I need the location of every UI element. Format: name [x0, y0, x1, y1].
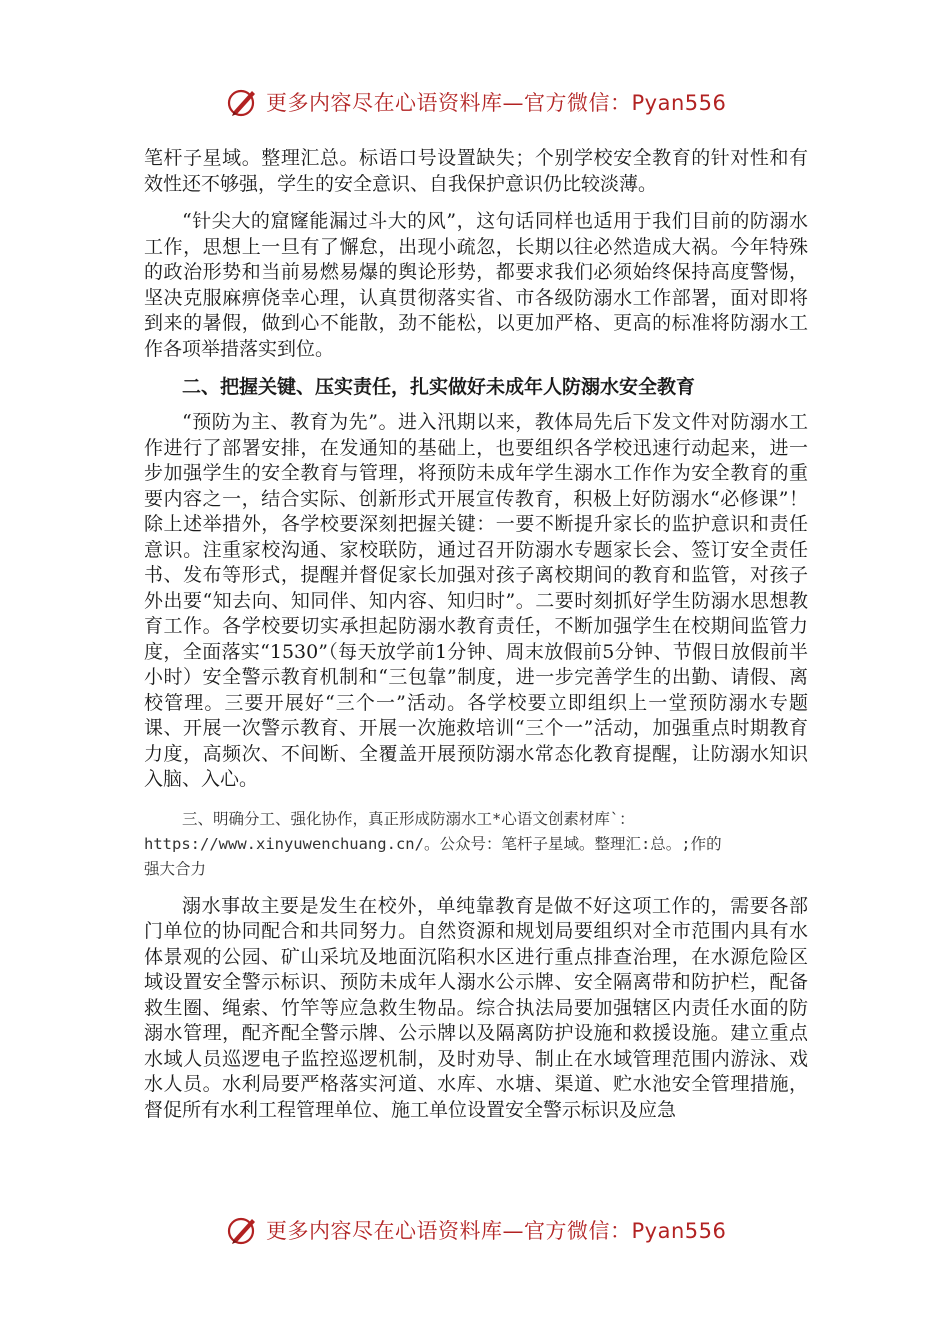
pen-logo-icon — [226, 85, 260, 119]
header-banner-text: 更多内容尽在心语资料库—官方微信：Pyan556 — [266, 91, 727, 115]
section-heading-2: 二、把握关键、压实责任，扎实做好未成年人防溺水安全教育 — [182, 376, 696, 398]
footer-banner-text: 更多内容尽在心语资料库—官方微信：Pyan556 — [266, 1219, 727, 1243]
paragraph-cooperation: 溺水事故主要是发生在校外，单纯靠教育是做不好这项工作的，需要各部门单位的协同配合和共同努力。自然资源和规划局要组织对全市范围内具有水体景观的公园、矿山采坑及地面沉陷积水区进行重点排查治理，在水源危险区域设置安全警示标识、预防未成年人溺水公示牌、安全隔离带和防护栏，配备救生圈、绳索、竹竿等应急救生物品。综合执法局要加强辖区内责任水面的防溺水管理，配齐配全警示牌、公示牌以及隔离防护设施和救援设施。建立重点水域人员巡逻电子监控巡逻机制，及时劝导、制止在水域管理范围内游泳、戏水人员。水利局要严格落实河道、水库、水塘、渠道、贮水池安全管理措施，督促所有水利工程管理单位、施工单位设置安全警示标识及应急 — [144, 894, 808, 1121]
paragraph-education: “预防为主、教育为先”。进入汛期以来，教体局先后下发文件对防溺水工作进行了部署安排，在发通知的基础上，也要组织各学校迅速行动起来，进一步加强学生的安全教育与管理，将预防未成年学生溺水工作作为安全教育的重要内容之一，结合实际、创新形式开展宣传教育，积极上好防溺水“必修课”！除上述举措外，各学校要深刻把握关键：一要不断提升家长的监护意识和责任意识。注重家校沟通、家校联防，通过召开防溺水专题家长会、签订安全责任书、发布等形式，提醒并督促家长加强对孩子离校期间的教育和监管，对孩子外出要“知去向、知同伴、知内容、知归时”。二要时刻抓好学生防溺水思想教育工作。各学校要切实承担起防溺水教育责任，不断加强学生在校期间监管力度，全面落实“1530”（每天放学前1分钟、周末放假前5分钟、节假日放假前半小时）安全警示教育机制和“三包靠”制度，进一步完善学生的出勤、请假、离校管理。三要开展好“三个一”活动。各学校要立即组织上一堂预防溺水专题课、开展一次警示教育、开展一次施救培训“三个一”活动，加强重点时期教育力度，高频次、不间断、全覆盖开展预防溺水常态化教育提醒，让防溺水知识入脑、入心。 — [144, 411, 808, 790]
header-banner — [226, 84, 726, 120]
paragraph-proverb: “针尖大的窟窿能漏过斗大的风”，这句话同样也适用于我们目前的防溺水工作，思想上一旦有了懈怠，出现小疏忽，长期以往必然造成大祸。今年特殊的政治形势和当前易燃易爆的舆论形势，都要求我们必须始终保持高度警惕，坚决克服麻痹侥幸心理，认真贯彻落实省、市各级防溺水工作部署，面对即将到来的暑假，做到心不能散，劲不能松，以更加严格、更高的标准将防溺水工作各项举措落实到位。 — [144, 210, 808, 360]
pen-logo-icon — [226, 1213, 260, 1247]
note-line-2: https://www.xinyuwenchuang.cn/。公众号：笔杆子星域。整理汇:总。;作的 — [144, 834, 722, 853]
document-body — [144, 146, 808, 1123]
paragraph-continuation: 笔杆子星域。整理汇总。标语口号设置缺失；个别学校安全教育的针对性和有效性还不够强，学生的安全意识、自我保护意识仍比较淡薄。 — [144, 147, 808, 195]
note-line-1: 三、明确分工、强化协作，真正形成防溺水工*心语文创素材库`： — [182, 809, 635, 828]
footer-banner — [226, 1212, 726, 1248]
section-heading-3-watermarked — [144, 807, 808, 882]
note-line-3: 强大合力 — [144, 859, 207, 878]
